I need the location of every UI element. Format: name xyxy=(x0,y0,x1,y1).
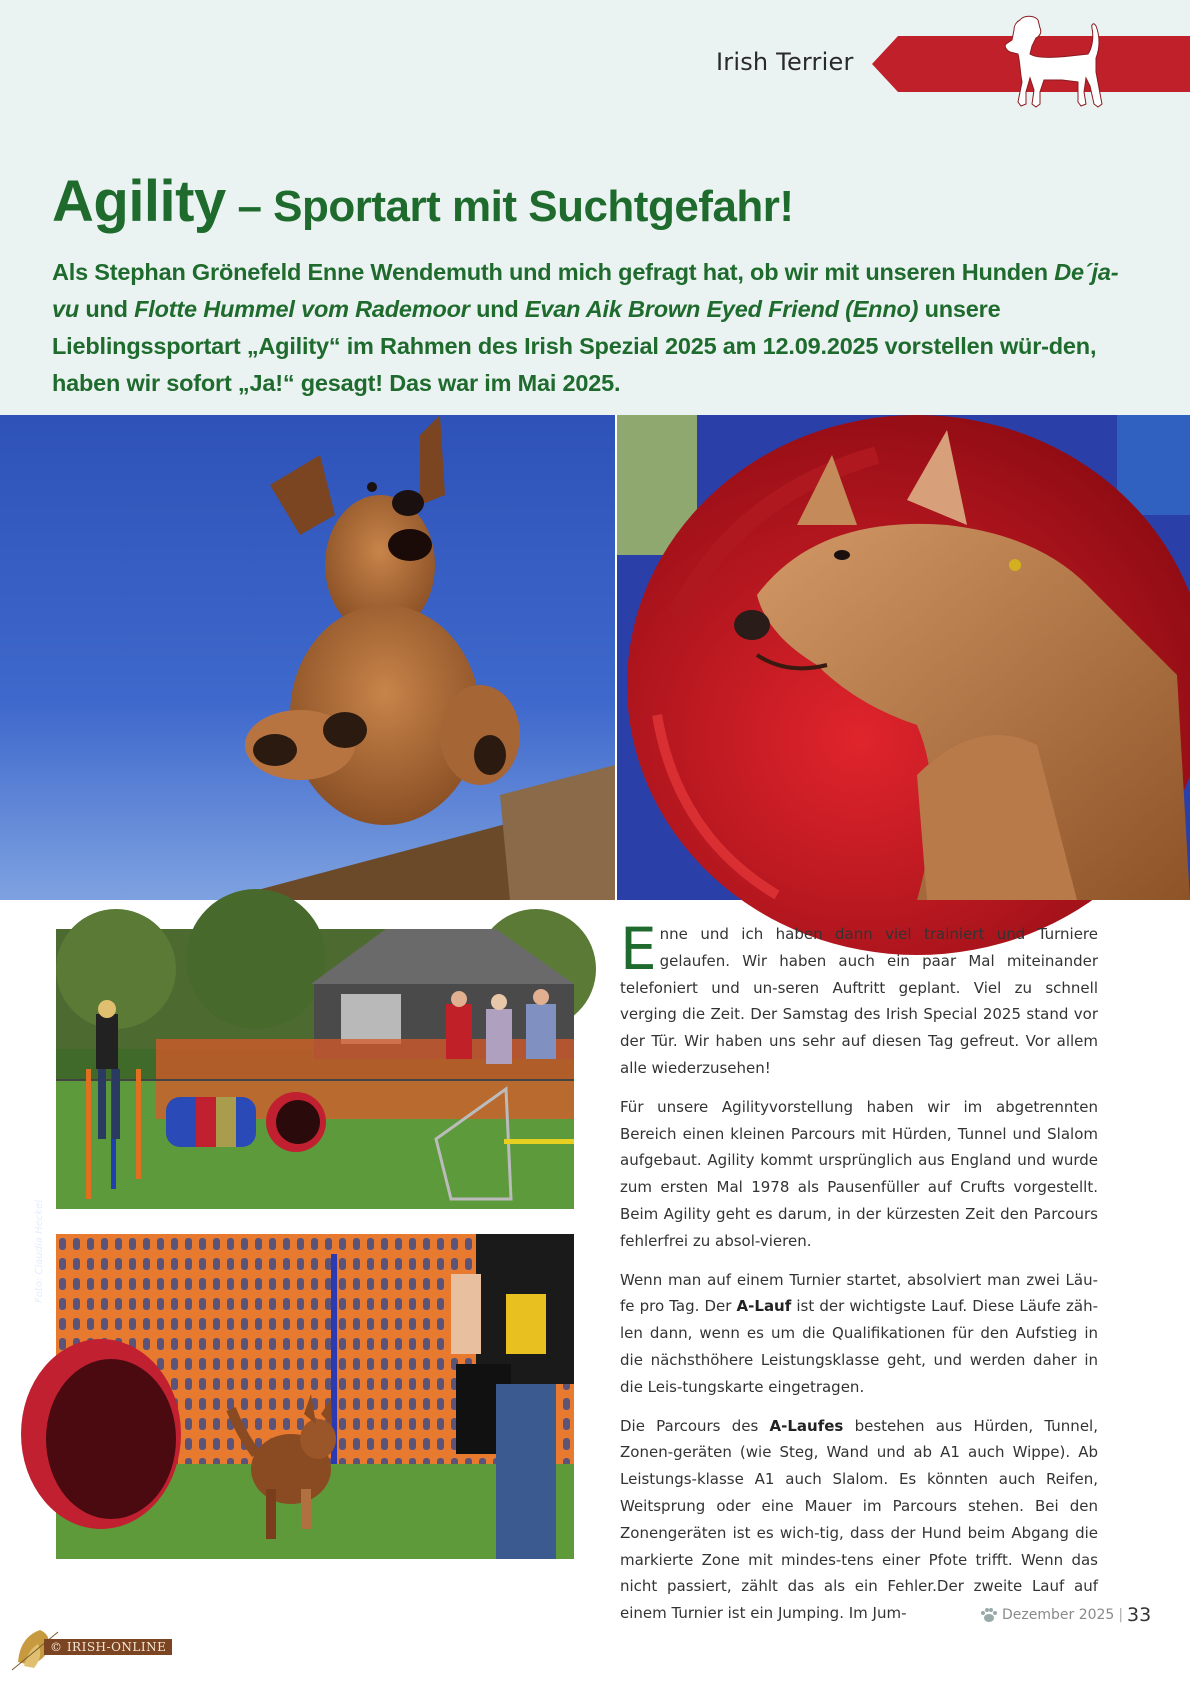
photo-agility-course xyxy=(56,929,574,1209)
footer-separator: | xyxy=(1118,1607,1124,1623)
drop-cap: E xyxy=(620,915,657,983)
lead-text: Als Stephan Grönefeld Enne Wendemuth und mich gefragt hat, ob wir mit unseren Hunden xyxy=(52,259,1055,285)
paragraph-text: ist der wichtigste Lauf. Diese Läufe zäh-len dann, wenn es um die Qualifikationen für den Aufstieg in die nächsthöhere Leistungsklasse geht, und werden daher in die Leis-tungskarte eingetragen. xyxy=(620,1297,1098,1396)
paragraph-text: Die Parcours des xyxy=(620,1416,770,1435)
body-paragraph xyxy=(620,1267,1098,1401)
title-main: Agility xyxy=(52,169,226,234)
body-paragraph: Für unsere Agilityvorstellung haben wir im abgetrennten Bereich einen kleinen Parcours mit Hürden, Tunnel und Slalom aufgebaut. Agility kommt ursprünglich aus England und wurde zum ersten Mal 1978 als Pausenfüller auf Crufts vorgestellt. Beim Agility geht es darum, in der kürzesten Zeit den Parcours fehlerfrei zu absol-vieren. xyxy=(620,1097,1098,1250)
body-paragraph xyxy=(620,1413,1098,1627)
bold-term: A-Laufes xyxy=(769,1416,844,1435)
dog-name: De´ja-vu xyxy=(52,259,1119,322)
photo-dog-tunnel xyxy=(617,415,1190,900)
paw-icon xyxy=(980,1607,998,1623)
paragraph-text: Wenn man auf einem Turnier startet, absolviert man zwei Läu-fe pro Tag. Der xyxy=(620,1270,1098,1316)
paragraph-text: nne und ich haben dann viel trainiert und Turniere gelaufen. Wir haben auch ein paar Mal miteinander telefoniert und un-seren Auftritt geplant. Viel zu schnell verging die Zeit. Der Samstag des Irish Special 2025 stand vor der Tür. Wir haben uns sehr auf diesen Tag gefreut. Vor allem alle wiederzusehen! xyxy=(620,925,1098,1077)
dog-name: Flotte Hummel vom Rademoor xyxy=(134,296,470,322)
dog-name: Evan Aik Brown Eyed Friend (Enno) xyxy=(524,296,919,322)
page-number: 33 xyxy=(1127,1604,1152,1626)
lead-text: unsere Lieblingssportart „Agility“ im Rahmen des Irish Spezial 2025 am 12.09.2025 vorstellen wür-den, haben wir sofort „Ja!“ gesagt! Das war im Mai 2025. xyxy=(52,296,1097,396)
watermark-text: © IRISH-ONLINE xyxy=(44,1639,172,1655)
article-title xyxy=(52,168,794,235)
photo-dog-running xyxy=(56,1234,574,1559)
lead-text: und xyxy=(469,296,525,322)
paragraph-text: bestehen aus Hürden, Tunnel, Zonen-geräten (wie Steg, Wand und ab A1 auch Wippe). Ab Leistungs-klasse A1 auch Slalom. Es könnten auch Reifen, Weitsprung oder eine Mauer im Parcours stehen. Bei den Zonengeräten ist es wich-tig, dass der Hund beim Abgang die markierte Zone mit mindes-tens einer Pfote trifft. Wenn das nicht passiert, zählt das als ein Fehler.Der zweite Lauf auf einem Turnier ist ein Jumping. Im Jum- xyxy=(620,1416,1098,1623)
photo-dog-jumping xyxy=(0,415,615,1303)
lead-text: und xyxy=(79,296,135,322)
article-body xyxy=(620,915,1098,1639)
page-footer xyxy=(980,1604,1151,1626)
irish-terrier-silhouette-icon xyxy=(990,12,1120,116)
photo-credit: Foto: Claudia Heckel xyxy=(34,1199,45,1303)
lead-paragraph xyxy=(52,254,1142,402)
section-label: Irish Terrier xyxy=(716,48,854,76)
title-sub: – Sportart mit Suchtgefahr! xyxy=(225,182,794,231)
body-paragraph xyxy=(620,915,1098,1082)
bold-term: A-Lauf xyxy=(736,1297,792,1316)
watermark xyxy=(10,1622,172,1672)
issue-date: Dezember 2025 xyxy=(1002,1607,1115,1623)
